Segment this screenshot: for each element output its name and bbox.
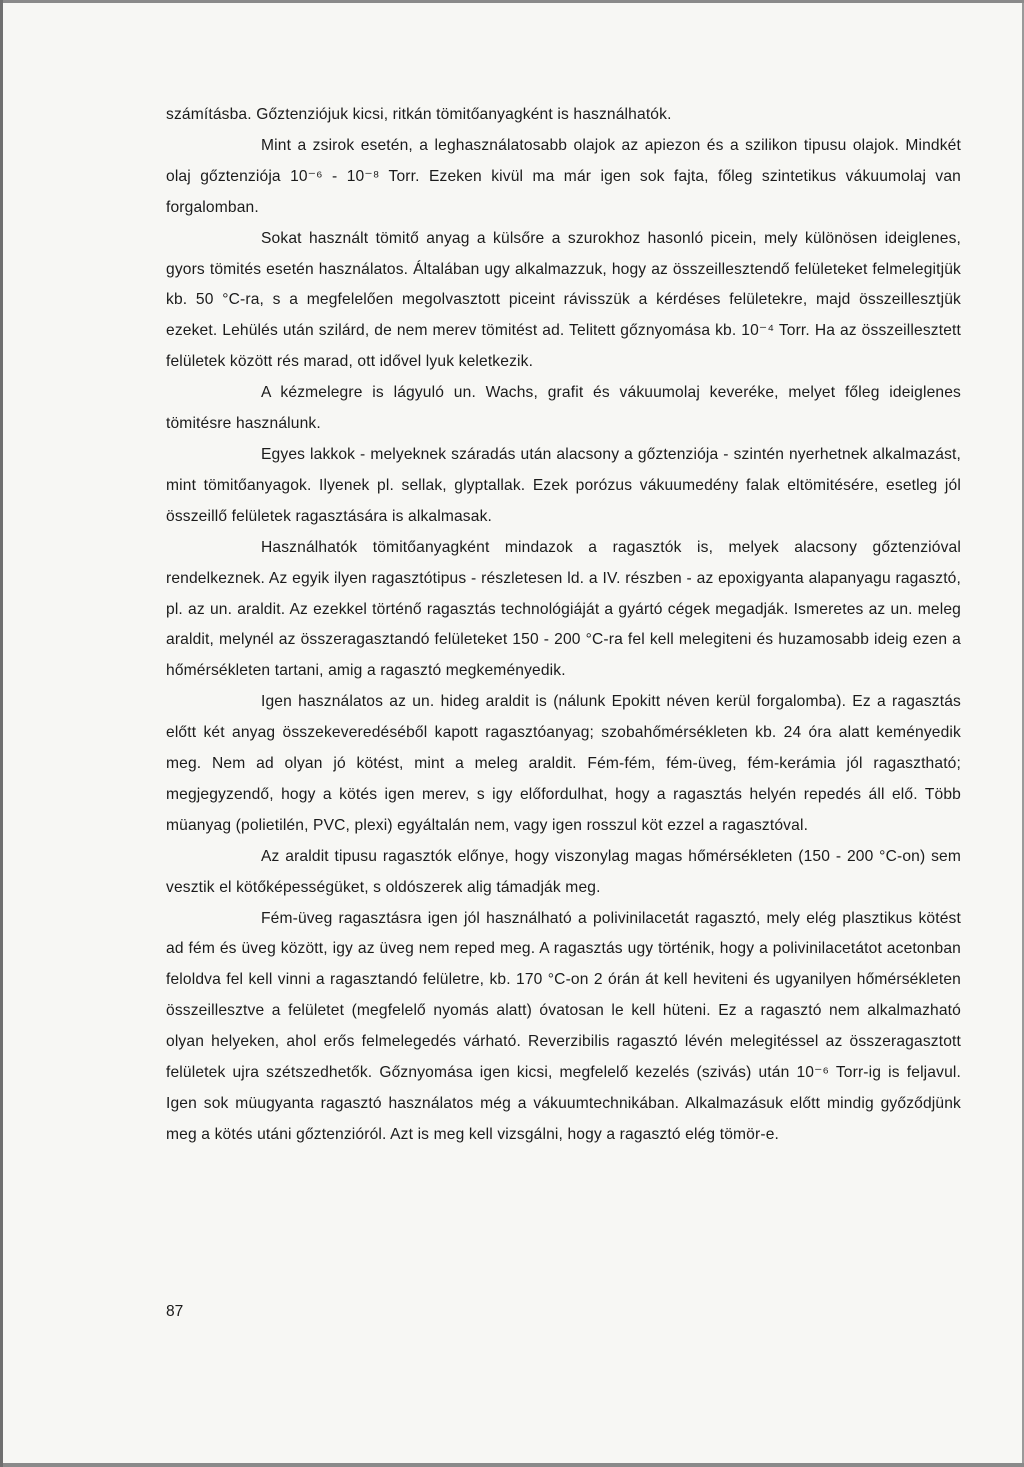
paragraph-3: Sokat használt tömitő anyag a külsőre a szurokhoz hasonló picein, mely különösen ideiglenes, gyors tömités esetén használatos. Általában ugy alkalmazzuk, hogy az összeillesztendő felületeket felmelegitjük kb. 50 °C-ra, s a megfelelően megolvasztott piceint rávisszük a kérdéses felületekre, majd összeillesztjük ezeket. Lehülés után szilárd, de nem merev tömitést ad. Telitett gőznyomása kb. 10⁻⁴ Torr. Ha az összeillesztett felületek között rés marad, ott idővel lyuk keletkezik. xyxy=(166,229,961,371)
paragraph-8: Az araldit tipusu ragasztók előnye, hogy viszonylag magas hőmérsékleten (150 - 200 °C-on) sem vesztik el kötőképességüket, s oldószerek alig támadják meg. xyxy=(166,847,961,896)
scan-edge-bottom xyxy=(3,1463,1024,1467)
paragraph-9: Fém-üveg ragasztásra igen jól használható a polivinilacetát ragasztó, mely elég plasztikus kötést ad fém és üveg között, igy az üveg nem reped meg. A ragasztás ugy történik, hogy a polivinilacetátot acetonban feloldva fel kell vinni a ragasztandó felületre, kb. 170 °C-on 2 órán át kell heviteni és ugyanilyen hőmérsékleten összeillesztve a felületet (megfelelő nyomás alatt) óvatosan le kell hüteni. Ez a ragasztó nem alkalmazható olyan helyeken, ahol erős felmelegedés várható. Reverzibilis ragasztó lévén melegitéssel az összeragasztott felületek ujra szétszedhetők. Gőznyomása igen kicsi, megfelelő kezelés (szivás) után 10⁻⁶ Torr-ig is feljavul. Igen sok müugyanta ragasztó használatos még a vákuumtechnikában. Alkalmazásuk előtt mindig győződjünk meg a kötés utáni gőztenzióról. Azt is meg kell vizsgálni, hogy a ragasztó elég tömör-e. xyxy=(166,909,961,1143)
paragraph-2: Mint a zsirok esetén, a leghasználatosabb olajok az apiezon és a szilikon tipusu olajok. Mindkét olaj gőztenziója 10⁻⁶ - 10⁻⁸ Torr. Ezeken kivül ma már igen sok fajta, főleg szintetikus vákuumolaj van forgalomban. xyxy=(166,136,961,216)
body-text xyxy=(166,100,961,1151)
paragraph-7: Igen használatos az un. hideg araldit is (nálunk Epokitt néven kerül forgalomba). Ez a ragasztás előtt két anyag összekeveredéséből kapott ragasztóanyag; szobahőmérsékleten kb. 24 óra alatt keményedik meg. Nem ad olyan jó kötést, mint a meleg araldit. Fém-fém, fém-üveg, fém-kerámia jól ragasztható; megjegyzendő, hogy a kötés igen merev, s igy előfordulhat, hogy a ragasztás helyén repedés áll elő. Több müanyag (polietilén, PVC, plexi) egyáltalán nem, vagy igen rosszul köt ezzel a ragasztóval. xyxy=(166,693,961,834)
paragraph-1: számításba. Gőztenziójuk kicsi, ritkán tömitőanyagként is használhatók. xyxy=(166,106,672,123)
paragraph-6: Használhatók tömitőanyagként mindazok a ragasztók is, melyek alacsony gőztenzióval rendelkeznek. Az egyik ilyen ragasztótipus - részletesen ld. a IV. részben - az epoxigyanta alapanyagu ragasztó, pl. az un. araldit. Az ezekkel történő ragasztás technológiáját a gyártó cégek megadják. Ismeretes az un. meleg araldit, melynél az összeragasztandó felületeket 150 - 200 °C-ra fel kell melegiteni és huzamosabb ideig ezen a hőmérsékleten tartani, amig a ragasztó megkeményedik. xyxy=(166,538,961,680)
paragraph-4: A kézmelegre is lágyuló un. Wachs, grafit és vákuumolaj keveréke, melyet főleg ideiglenes tömitésre használunk. xyxy=(166,384,961,433)
scan-edge-top xyxy=(3,0,1024,3)
paragraph-5: Egyes lakkok - melyeknek száradás után alacsony a gőztenziója - szintén nyerhetnek alkalmazást, mint tömitőanyagok. Ilyenek pl. sellak, glyptallak. Ezek porózus vákuumedény falak eltömitésére, esetleg jól összeillő felületek ragasztására is alkalmasak. xyxy=(166,445,961,525)
page-number: 87 xyxy=(166,1303,184,1320)
